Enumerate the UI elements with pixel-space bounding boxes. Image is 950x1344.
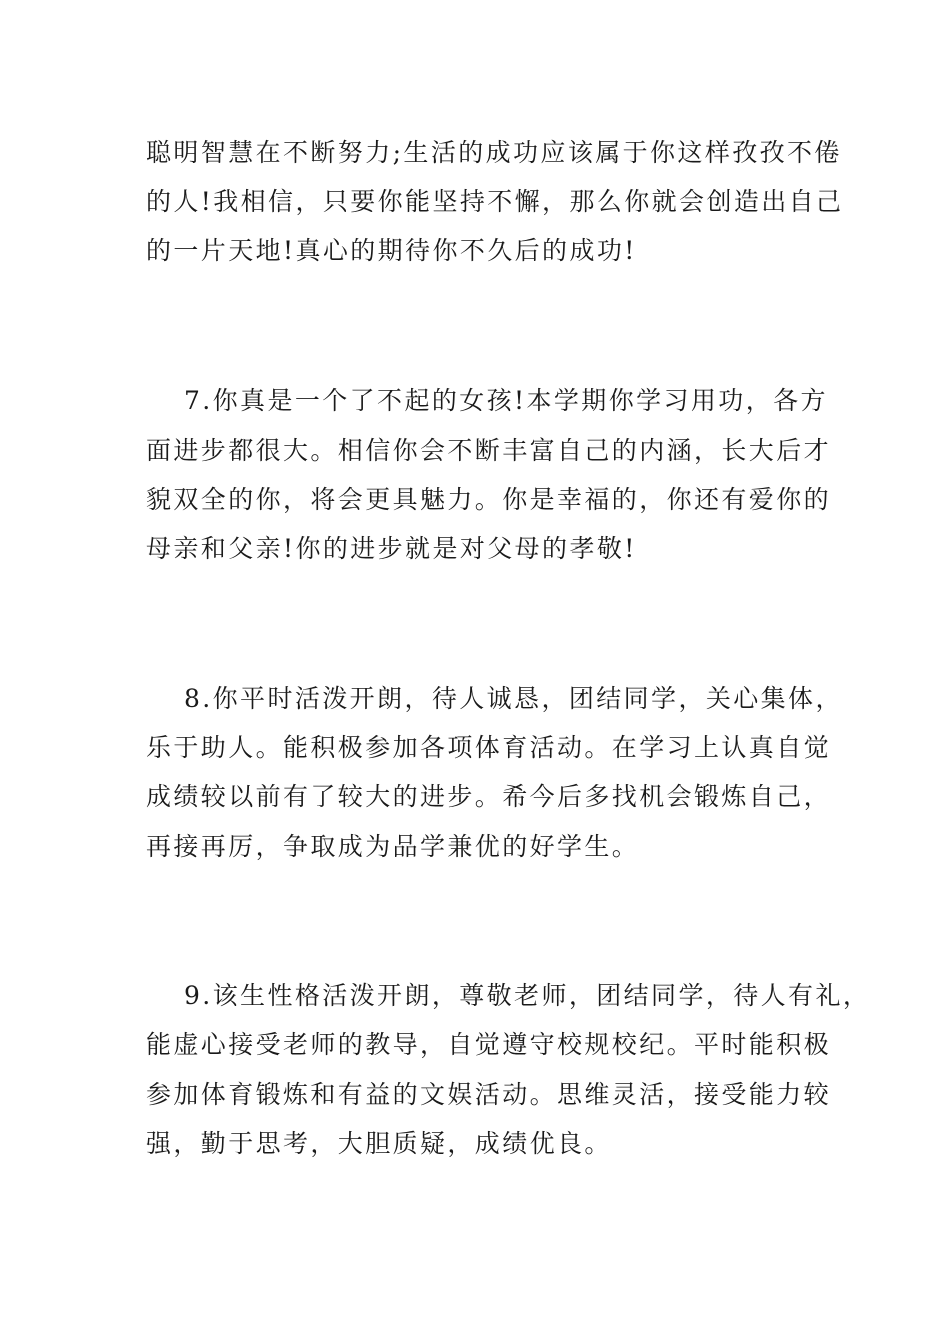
text-line: 面进步都很大。相信你会不断丰富自己的内涵，长大后才 — [146, 436, 832, 465]
text-line: 貌双全的你，将会更具魅力。你是幸福的，你还有爱你的 — [146, 485, 832, 514]
text-line: 能虚心接受老师的教导，自觉遵守校规校纪。平时能积极 — [146, 1030, 832, 1059]
text-line: 参加体育锻炼和有益的文娱活动。思维灵活，接受能力较 — [146, 1080, 832, 1109]
text-line: 强，勤于思考，大胆质疑，成绩优良。 — [146, 1129, 612, 1158]
text-line: 乐于助人。能积极参加各项体育活动。在学习上认真自觉 — [146, 733, 832, 762]
text-line: 母亲和父亲!你的进步就是对父母的孝敬! — [146, 534, 637, 563]
text-line: 的一片天地!真心的期待你不久后的成功! — [146, 236, 637, 265]
text-line: 9.该生性格活泼开朗，尊敬老师，团结同学，待人有礼， — [184, 981, 871, 1010]
text-line: 的人!我相信，只要你能坚持不懈，那么你就会创造出自己 — [146, 187, 844, 216]
text-line: 8.你平时活泼开朗，待人诚恳，团结同学，关心集体， — [184, 684, 843, 713]
text-line: 再接再厉，争取成为品学兼优的好学生。 — [146, 832, 640, 861]
text-line: 聪明智慧在不断努力;生活的成功应该属于你这样孜孜不倦 — [146, 138, 842, 167]
text-line: 成绩较以前有了较大的进步。希今后多找机会锻炼自己， — [146, 782, 832, 811]
text-line: 7.你真是一个了不起的女孩!本学期你学习用功，各方 — [184, 386, 828, 415]
